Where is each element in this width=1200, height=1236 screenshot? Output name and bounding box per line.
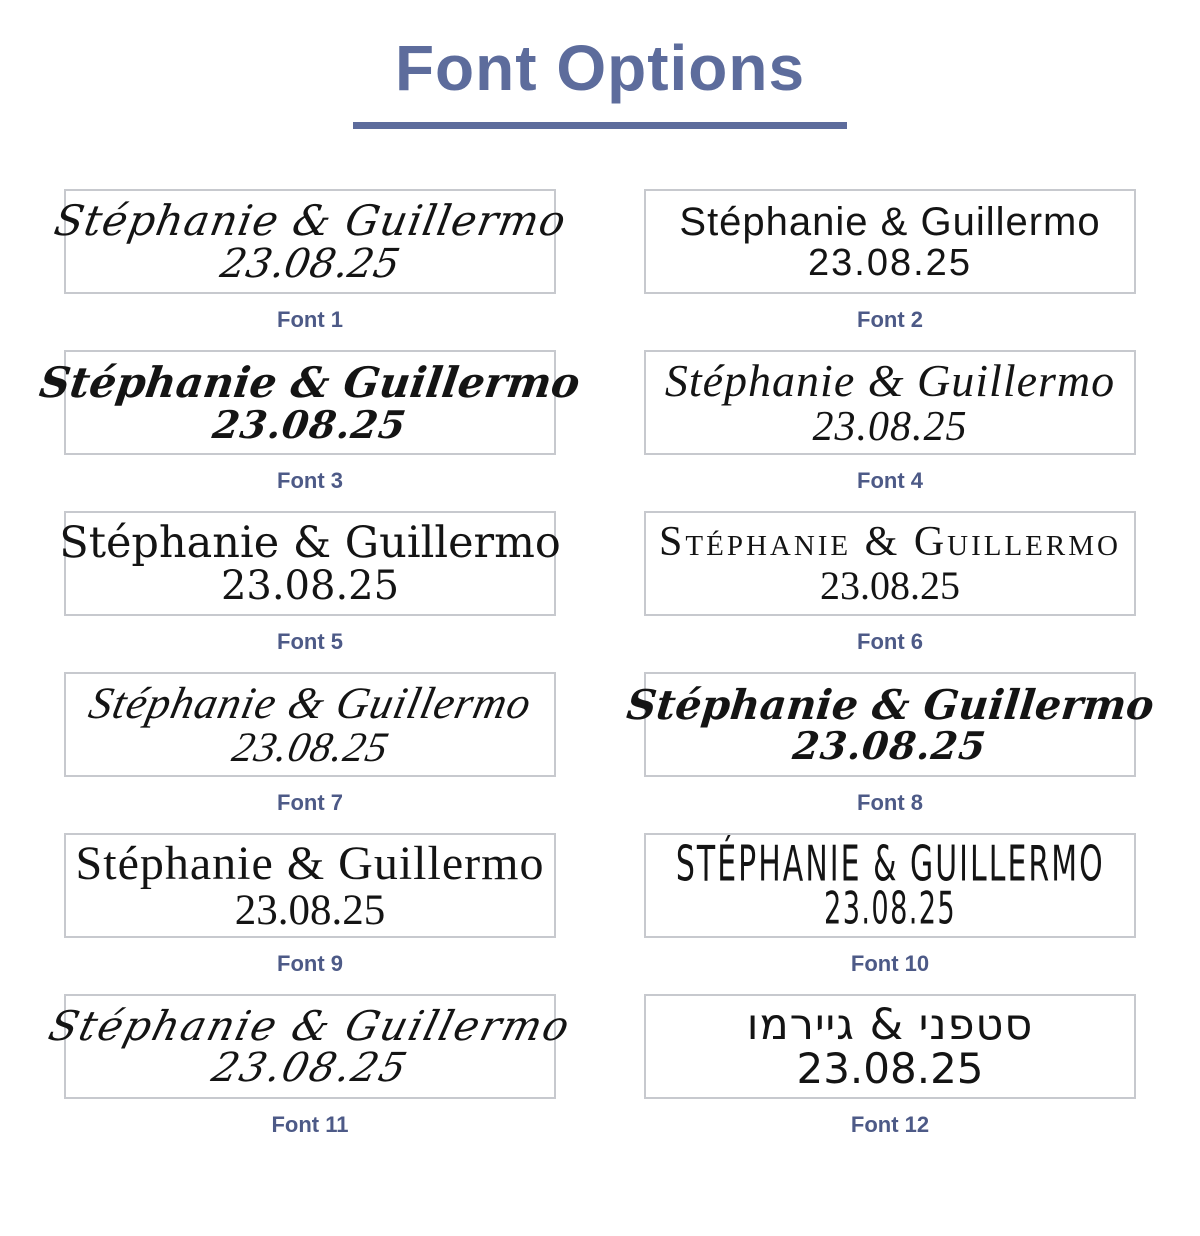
font-option-10 xyxy=(644,833,1136,994)
sample-date: 23.08.25 xyxy=(808,241,972,284)
font-12-sample-box[interactable] xyxy=(644,994,1136,1099)
font-option-12 xyxy=(644,994,1136,1155)
sample-names: Stéphanie & Guillermo xyxy=(664,355,1116,407)
font-label: Font 7 xyxy=(277,790,343,815)
sample-names: Stéphanie & Guillermo xyxy=(679,199,1101,244)
sample-names: Stéphanie & Guillermo xyxy=(624,680,1156,729)
font-label: Font 10 xyxy=(850,951,930,976)
font-label: Font 1 xyxy=(277,307,343,332)
sample-names: Stéphanie & Guillermo xyxy=(59,517,561,568)
sample-date: 23.08.25 xyxy=(234,887,386,935)
sample-names: Stéphanie & Guillermo xyxy=(659,519,1121,566)
font-label: Font 3 xyxy=(277,468,343,493)
font-options-grid xyxy=(36,189,1156,1155)
sample-date: 23.08.25 xyxy=(227,725,393,772)
font-option-6 xyxy=(644,511,1136,672)
sample-names: Stéphanie & Guillermo xyxy=(75,836,545,890)
sample-names: STÉPHANIE & GUILLERMO xyxy=(675,836,1105,894)
font-5-sample-box[interactable] xyxy=(59,511,561,616)
font-option-9 xyxy=(64,833,556,994)
font-label: Font 9 xyxy=(277,951,343,976)
sample-date: 23.08.25 xyxy=(220,563,400,610)
title-underline xyxy=(353,122,847,129)
sample-names: Stéphanie & Guillermo xyxy=(50,196,570,246)
font-label: Font 4 xyxy=(857,468,923,493)
sample-date: 23.08.25 xyxy=(820,562,960,608)
sample-names-hebrew: סטפני & גיירמו xyxy=(746,999,1034,1050)
sample-date: 23.08.25 xyxy=(791,723,990,769)
font-2-sample-box[interactable] xyxy=(644,189,1136,294)
font-option-3 xyxy=(36,350,584,511)
font-3-sample-box[interactable] xyxy=(36,350,584,455)
sample-date: 23.08.25 xyxy=(812,403,968,450)
font-6-sample-box[interactable] xyxy=(644,511,1136,616)
font-option-11 xyxy=(43,994,577,1155)
sample-names: Stéphanie & Guillermo xyxy=(36,358,584,408)
font-option-5 xyxy=(59,511,561,672)
font-label: Font 2 xyxy=(857,307,923,332)
font-label: Font 11 xyxy=(271,1112,349,1137)
sample-date: 23.08.25 xyxy=(823,883,957,935)
font-option-2 xyxy=(644,189,1136,350)
font-4-sample-box[interactable] xyxy=(644,350,1136,455)
sample-date: 23.08.25 xyxy=(210,401,410,447)
sample-date: 23.08.25 xyxy=(216,240,404,287)
font-option-4 xyxy=(644,350,1136,511)
font-option-1 xyxy=(50,189,570,350)
font-label: Font 12 xyxy=(850,1112,930,1137)
font-7-sample-box[interactable] xyxy=(64,672,556,777)
sample-date: 23.08.25 xyxy=(207,1045,413,1092)
font-option-7 xyxy=(64,672,556,833)
font-8-sample-box[interactable] xyxy=(624,672,1156,777)
font-1-sample-box[interactable] xyxy=(50,189,570,294)
font-11-sample-box[interactable] xyxy=(43,994,577,1099)
font-label: Font 5 xyxy=(277,629,343,654)
font-10-sample-box[interactable] xyxy=(644,833,1136,938)
font-label: Font 6 xyxy=(857,629,923,654)
sample-names: Stéphanie & Guillermo xyxy=(84,677,536,728)
font-9-sample-box[interactable] xyxy=(64,833,556,938)
page-title: Font Options xyxy=(394,32,806,104)
sample-date: 23.08.25 xyxy=(796,1044,984,1094)
font-option-8 xyxy=(624,672,1156,833)
sample-names: Stéphanie & Guillermo xyxy=(43,1001,577,1050)
font-label: Font 8 xyxy=(857,790,923,815)
